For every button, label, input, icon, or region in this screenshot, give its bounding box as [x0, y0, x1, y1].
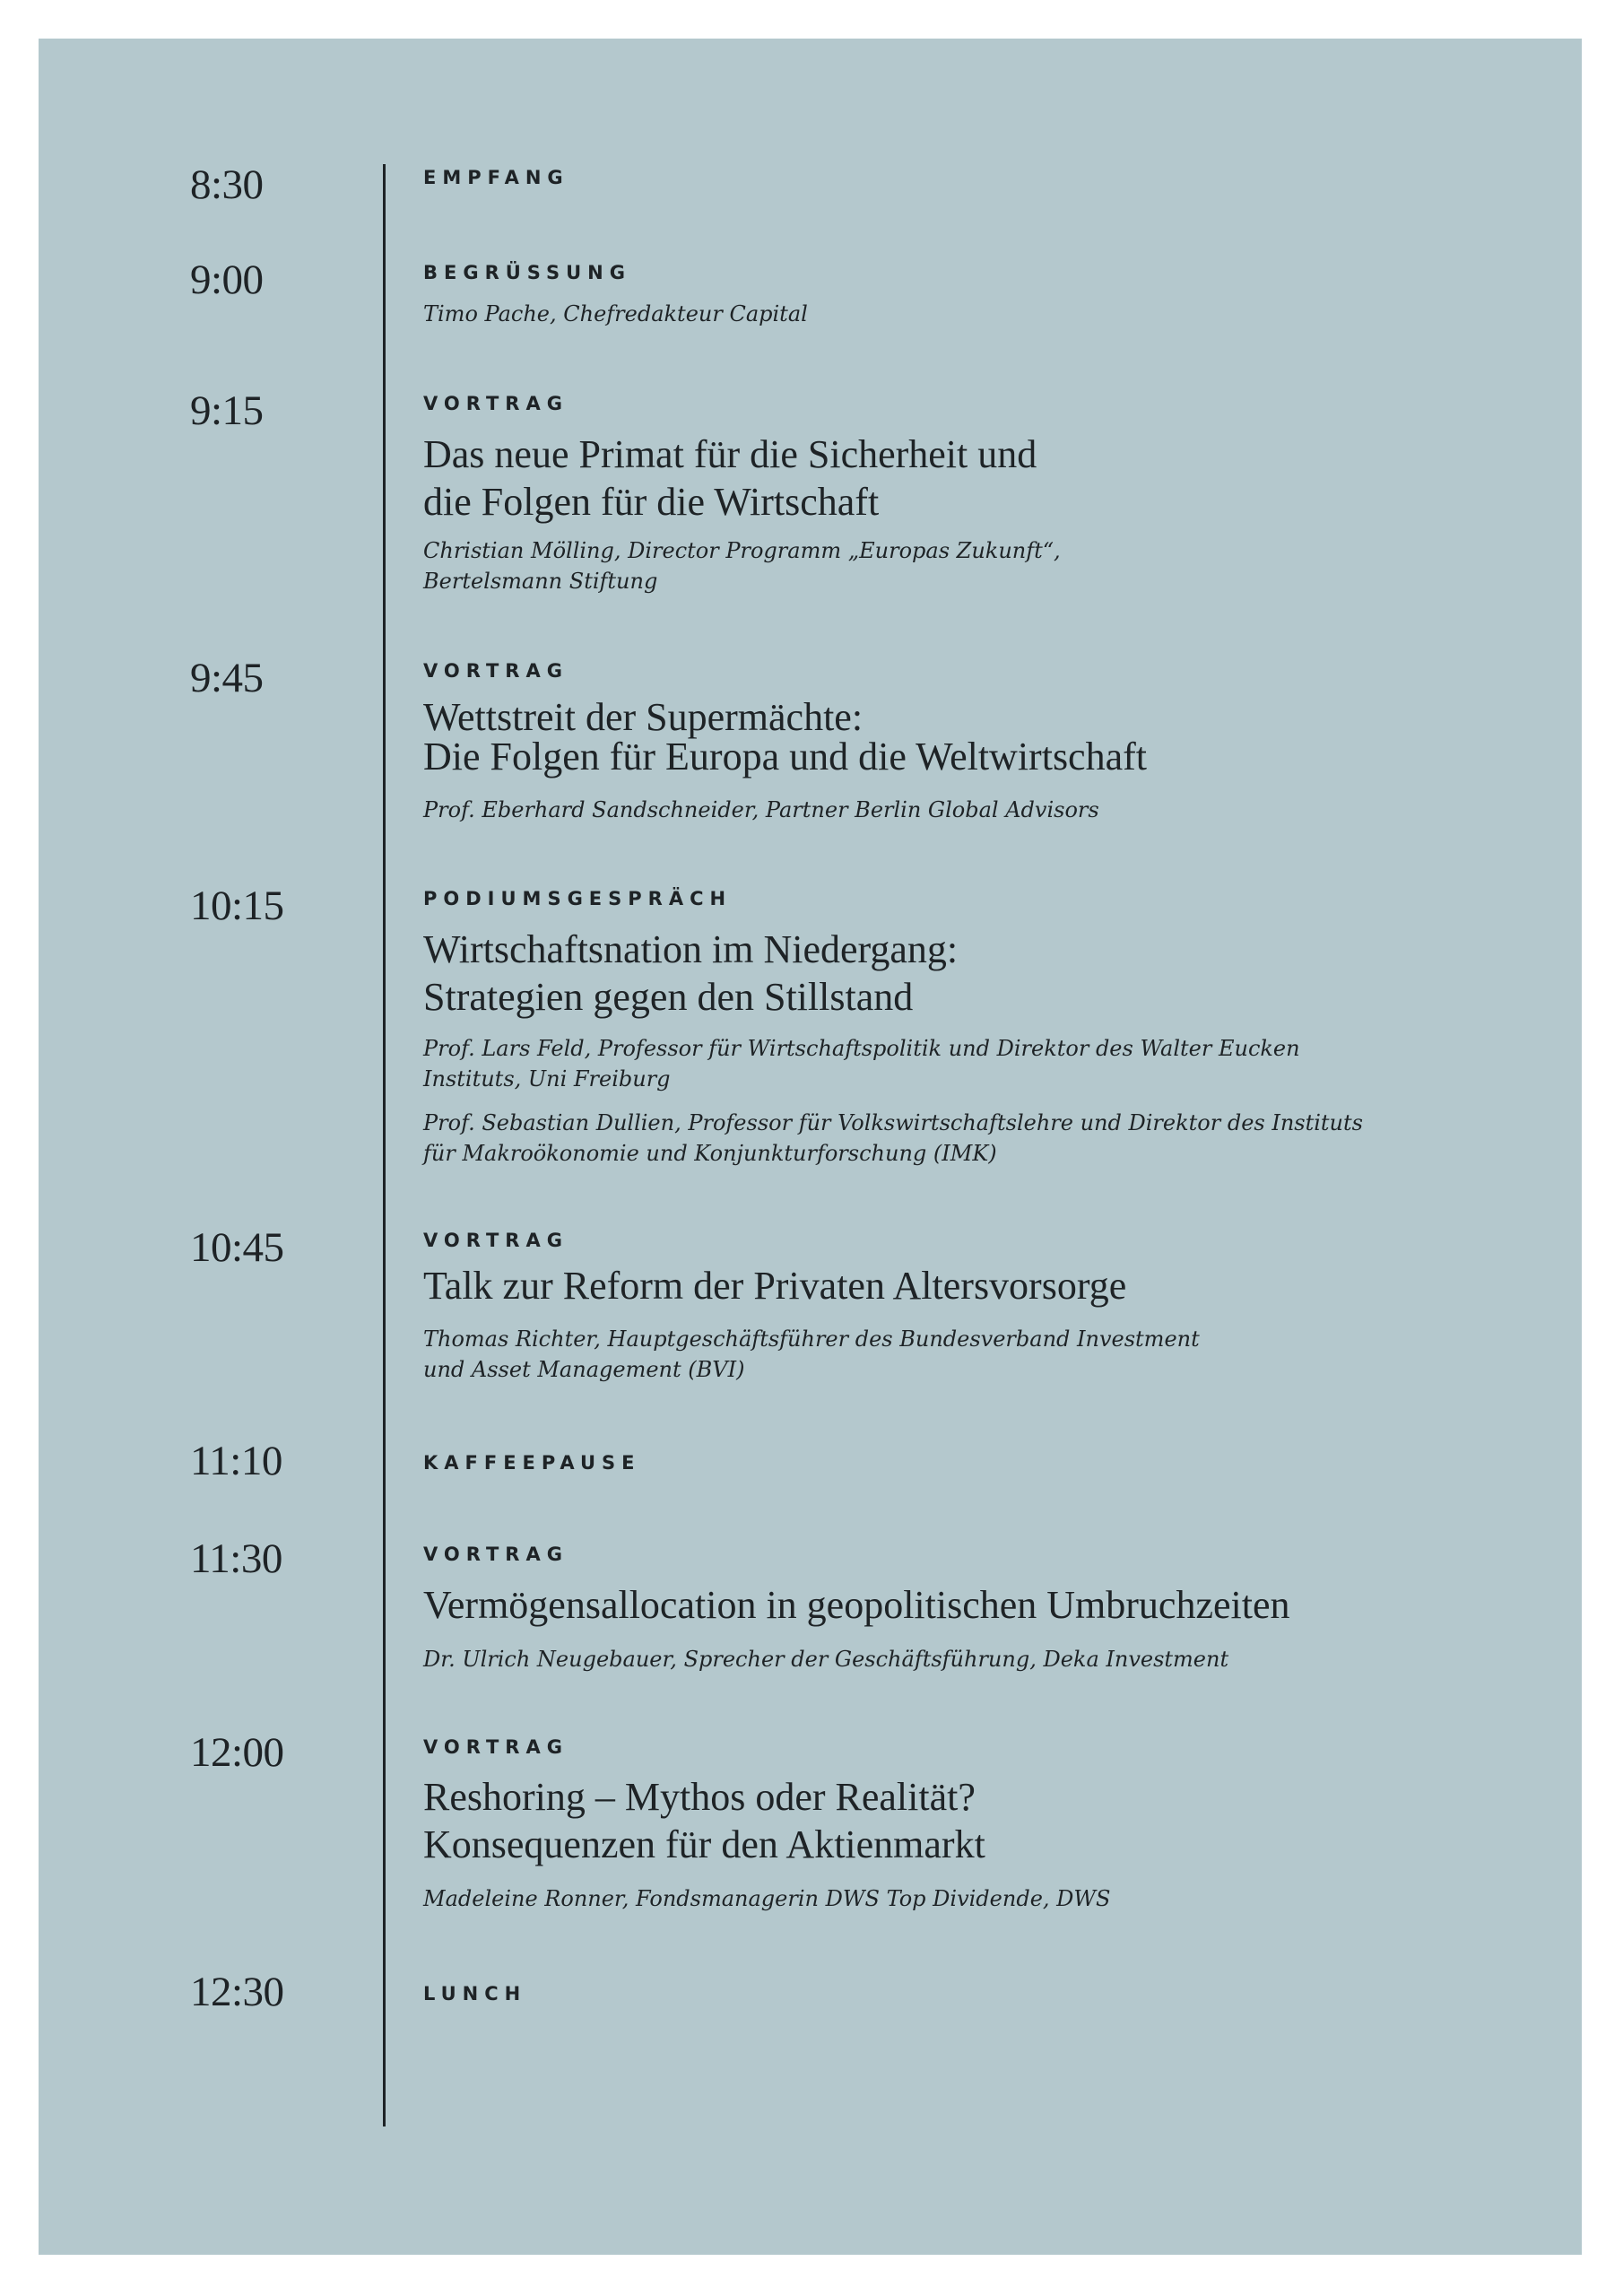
speaker-line: Madeleine Ronner, Fondsmanagerin DWS Top Dividende, DWS [423, 1886, 1111, 1911]
timeline-divider [383, 164, 386, 2126]
speaker-line: Christian Mölling, Director Programm „Europas Zukunft“, [423, 538, 1061, 563]
speaker-line: Bertelsmann Stiftung [423, 569, 658, 594]
time-label: 10:45 [190, 1224, 284, 1271]
speaker-line: Dr. Ulrich Neugebauer, Sprecher der Geschäftsführung, Deka Investment [423, 1647, 1229, 1672]
session-title: Wirtschaftsnation im Niedergang: [423, 927, 959, 971]
time-label: 9:15 [190, 387, 264, 434]
session-title: die Folgen für die Wirtschaft [423, 480, 880, 524]
speaker-line: für Makroökonomie und Konjunkturforschung (IMK) [423, 1141, 997, 1166]
session-type: EMPFANG [423, 167, 569, 188]
session-type: KAFFEEPAUSE [423, 1452, 641, 1474]
session-type: LUNCH [423, 1983, 527, 2005]
session-title: Konsequenzen für den Aktienmarkt [423, 1822, 985, 1866]
session-title: Wettstreit der Supermächte: [423, 695, 864, 739]
time-label: 8:30 [190, 161, 264, 208]
speaker-line: Prof. Lars Feld, Professor für Wirtschaftspolitik und Direktor des Walter Eucken [423, 1036, 1300, 1061]
session-title: Vermögensallocation in geopolitischen Umbruchzeiten [423, 1583, 1290, 1627]
session-type: VORTRAG [423, 660, 568, 682]
time-label: 11:10 [190, 1438, 282, 1484]
time-label: 9:45 [190, 655, 264, 701]
speaker-line: Timo Pache, Chefredakteur Capital [423, 301, 808, 326]
session-type: BEGRÜSSUNG [423, 262, 631, 283]
session-title: Das neue Primat für die Sicherheit und [423, 432, 1037, 476]
session-type: VORTRAG [423, 1230, 568, 1251]
speaker-line: und Asset Management (BVI) [423, 1357, 745, 1382]
session-title: Die Folgen für Europa und die Weltwirtschaft [423, 735, 1147, 778]
time-label: 12:00 [190, 1729, 284, 1776]
session-type: PODIUMSGESPRÄCH [423, 888, 733, 909]
time-label: 9:00 [190, 257, 264, 303]
session-title: Talk zur Reform der Privaten Altersvorsorge [423, 1264, 1127, 1308]
time-label: 10:15 [190, 883, 284, 929]
speaker-line: Thomas Richter, Hauptgeschäftsführer des Bundesverband Investment [423, 1326, 1200, 1352]
session-type: VORTRAG [423, 1544, 568, 1565]
time-label: 11:30 [190, 1535, 282, 1582]
session-title: Strategien gegen den Stillstand [423, 975, 914, 1019]
session-title: Reshoring – Mythos oder Realität? [423, 1775, 976, 1819]
speaker-line: Prof. Sebastian Dullien, Professor für Volkswirtschaftslehre und Direktor des Instituts [423, 1110, 1363, 1135]
speaker-line: Prof. Eberhard Sandschneider, Partner Berlin Global Advisors [423, 797, 1099, 822]
session-type: VORTRAG [423, 1736, 568, 1758]
time-label: 12:30 [190, 1969, 284, 2015]
speaker-line: Instituts, Uni Freiburg [423, 1066, 671, 1091]
session-type: VORTRAG [423, 393, 568, 414]
